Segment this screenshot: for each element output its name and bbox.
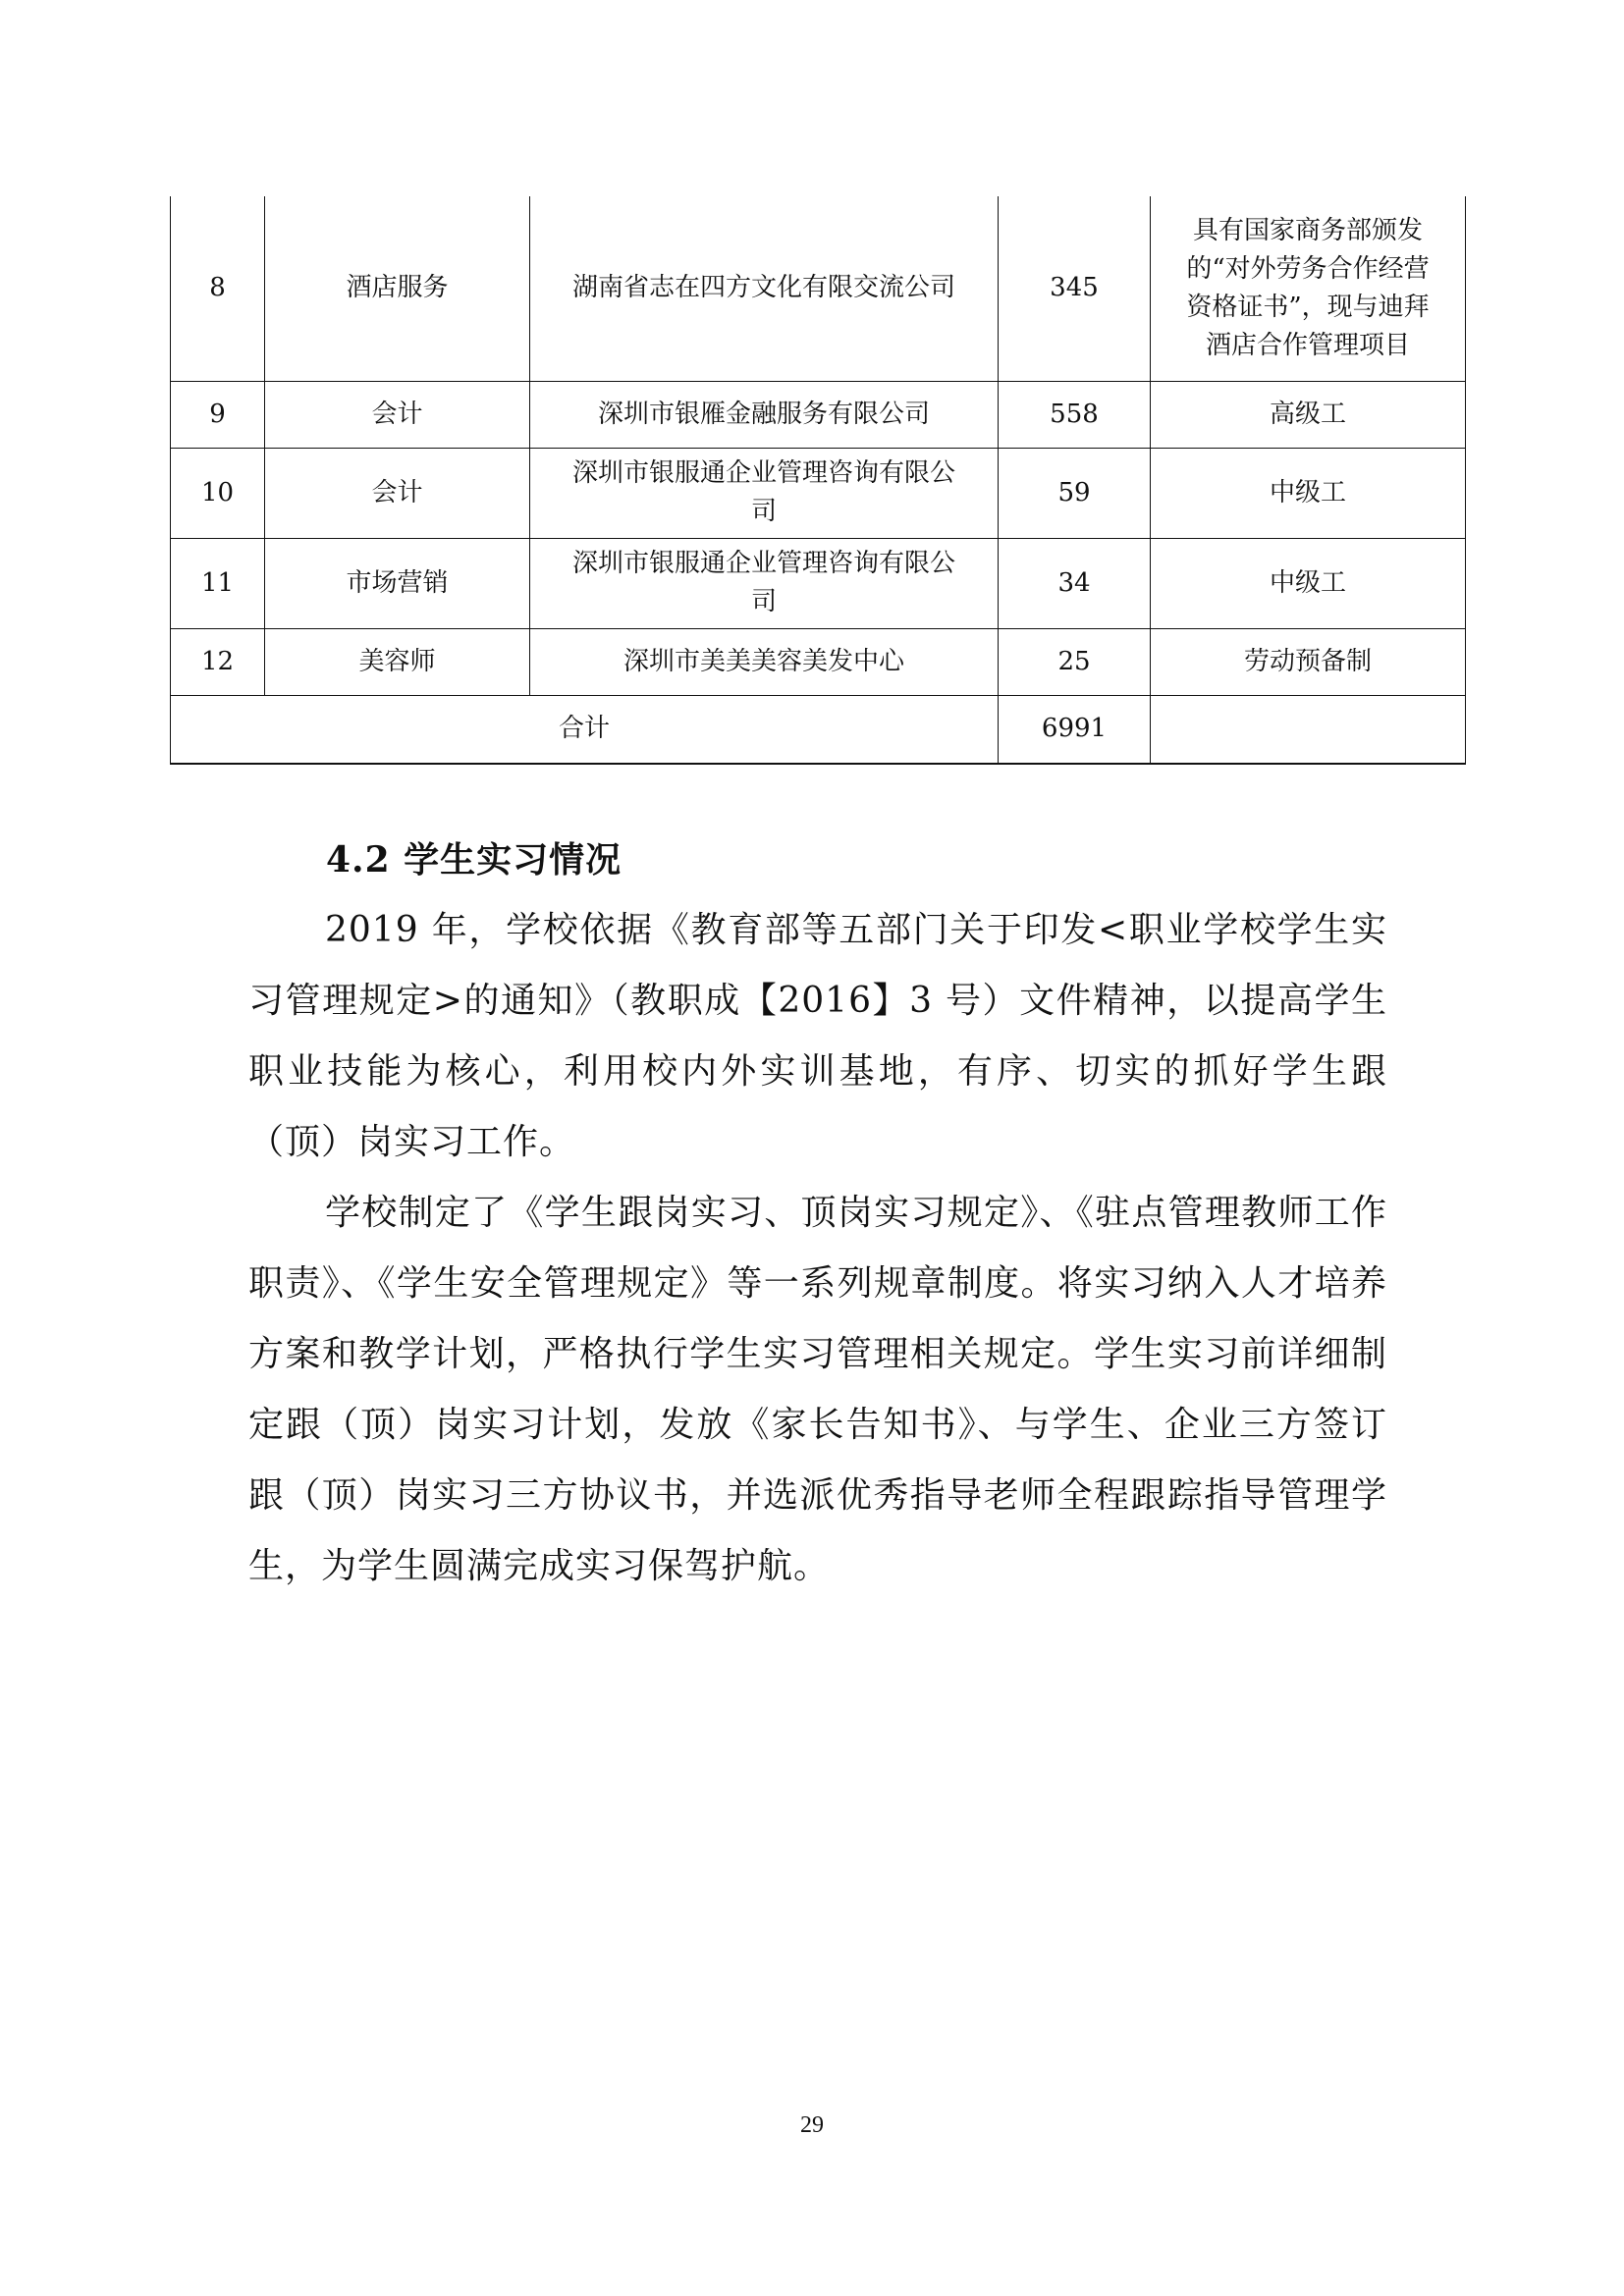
company-cell: 深圳市银雁金融服务有限公司 [530,381,999,448]
company-line: 深圳市银服通企业管理咨询有限公 [571,549,955,578]
company-line: 司 [750,497,777,526]
section-body [248,895,1387,1602]
count-cell: 34 [999,538,1151,628]
paragraph: 学校制定了《学生跟岗实习、顶岗实习规定》、《驻点管理教师工作职责》、《学生安全管理规定》等一系列规章制度。将实习纳入人才培养方案和教学计划，严格执行学生实习管理相关规定。学生实习前详细制定跟（顶）岗实习计划，发放《家长告知书》、与学生、企业三方签订跟（顶）岗实习三方协议书，并选派优秀指导老师全程跟踪指导管理学生，为学生圆满完成实习保驾护航。 [248,1193,1387,1586]
company-line: 深圳市银服通企业管理咨询有限公 [571,458,955,488]
table-row [171,538,1466,628]
total-count-cell: 6991 [999,695,1151,764]
remark-cell [1151,196,1466,381]
total-label-cell: 合计 [171,695,999,764]
count-cell: 25 [999,628,1151,695]
major-cell: 酒店服务 [265,196,530,381]
major-cell: 美容师 [265,628,530,695]
company-cell: 湖南省志在四方文化有限交流公司 [530,196,999,381]
company-cell: 深圳市美美美容美发中心 [530,628,999,695]
remark-cell: 劳动预备制 [1151,628,1466,695]
count-cell: 558 [999,381,1151,448]
table-total-row [171,695,1466,764]
total-remark-cell [1151,695,1466,764]
row-index-cell: 10 [171,448,265,538]
table-row [171,196,1466,381]
row-index-cell: 9 [171,381,265,448]
table-row [171,628,1466,695]
company-cell [530,448,999,538]
count-cell: 345 [999,196,1151,381]
row-index-cell: 11 [171,538,265,628]
remark-line: 资格证书”，现与迪拜 [1186,292,1430,322]
remark-line: 具有国家商务部颁发 [1192,215,1423,245]
remark-cell: 中级工 [1151,448,1466,538]
company-line: 司 [750,587,777,616]
internship-table [170,196,1466,765]
major-cell: 市场营销 [265,538,530,628]
remark-cell: 高级工 [1151,381,1466,448]
major-cell: 会计 [265,381,530,448]
count-cell: 59 [999,448,1151,538]
remark-line: 酒店合作管理项目 [1205,330,1410,360]
company-cell [530,538,999,628]
remark-cell: 中级工 [1151,538,1466,628]
page-number: 29 [800,2112,824,2138]
major-cell: 会计 [265,448,530,538]
section-heading: 4.2 学生实习情况 [326,839,623,881]
remark-line: 的“对外劳务合作经营 [1186,253,1430,284]
table-row [171,381,1466,448]
row-index-cell: 8 [171,196,265,381]
table-row [171,448,1466,538]
paragraph: 2019 年，学校依据《教育部等五部门关于印发<职业学校学生实习管理规定>的通知》（教职成【2016】3 号）文件精神，以提高学生职业技能为核心，利用校内外实训基地，有序、切实的抓好学生跟（顶）岗实习工作。 [248,910,1387,1162]
row-index-cell: 12 [171,628,265,695]
